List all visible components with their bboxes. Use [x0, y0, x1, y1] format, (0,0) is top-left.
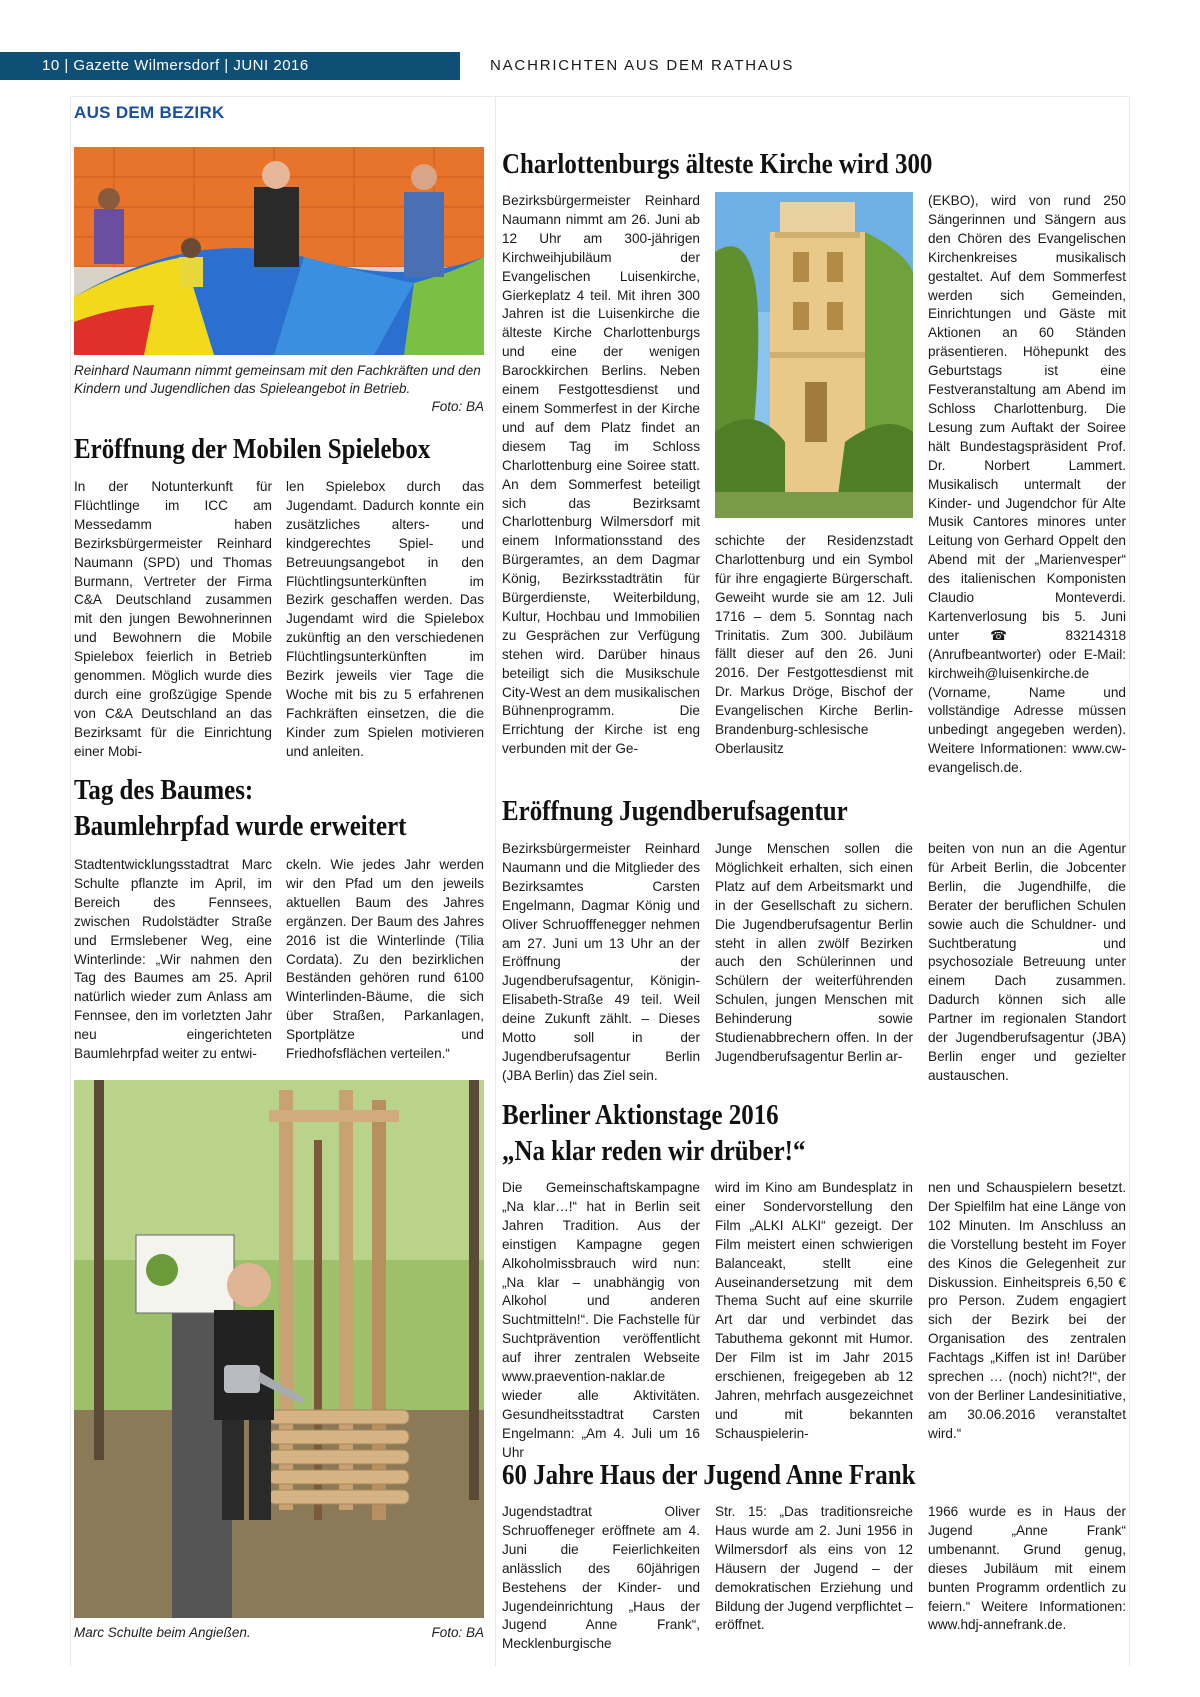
annefrank-col-2: Str. 15: „Das traditionsreiche Haus wurde am 2. Juni 1956 in Wilmersdorf als eins von 12 Häusern der Jugend – der demokratischen Erziehung und Bildung der Jugend verpflichtet – eröffnet. — [715, 1504, 913, 1633]
annefrank-col-1: Jugendstadtrat Oliver Schruoffeneger eröffnete am 4. Juni die Feierlichkeiten anlässlich des 60jährigen Bestehens der Kinder- und Jugendeinrichtung „Haus der Jugend Anne Frank“, Mecklenburgische — [502, 1504, 700, 1652]
jugendberuf-col-1: Bezirksbürgermeister Reinhard Naumann und die Mitglieder des Bezirksamtes Carsten Engelmann, Dagmar König und Oliver Schruofffenegger nehmen am 27. Juni um 13 Uhr an der Eröffnung der Jugendberufsagentur, Königin-Elisabeth-Straße 49 teil. Weil deine Zukunft zählt. – Dieses Motto soll in der Jugendberufsagentur Berlin (JBA Berlin) das Ziel sein. — [502, 841, 700, 1083]
spielebox-photo — [74, 147, 484, 355]
baum-col-1: Stadtentwicklungsstadtrat Marc Schulte pflanzte im April, im Bereich des Fennsees, zwischen Rudolstädter Straße und Ermslebener Weg, eine Winterlinde: „Wir nahmen den Tag des Baumes am 25. April natürlich wieder zum Anlass am Fennsee, den im vorletzten Jahr neu eingerichteten Baumlehrpfad weiter zu entwi- — [74, 857, 272, 1062]
annefrank-col-3: 1966 wurde es in Haus der Jugend „Anne Frank“ umbenannt. Grund genug, dieses Jubiläum mit einem bunten Programm ordentlich zu feiern.“ Weitere Informationen: www.hdj-annefrank.de. — [928, 1504, 1126, 1633]
aktionstage-col-2: wird im Kino am Bundesplatz in einer Sondervorstellung den Film „ALKI ALKI“ gezeigt. Der Film meistert einen schwierigen Balanceakt, stellt eine Auseinandersetzung mit dem Thema Sucht auf eine skurrile Art dar und verbindet das Tabuthema gekonnt mit Humor. Der Film ist im Jahr 2015 erschienen, freigegeben ab 12 Jahren, mehrfach ausgezeichnet und mit bekannten Schauspielerin- — [715, 1180, 913, 1441]
aktionstage-col-3: nen und Schauspielern besetzt. Der Spielfilm hat eine Länge von 102 Minuten. Im Anschluss an die Vorstellung besteht im Foyer des Kinos die Gelegenheit zur Diskussion. Einheitspreis 6,50 € pro Person. Zudem engagiert sich der Bezirk bei der Organisation des zentralen Fachtags „Kiffen ist in! Darüber sprechen … (noch) nicht?!“, der von der Berliner Landesinitiative, am 30.06.2016 veranstaltet wird.“ — [928, 1180, 1126, 1441]
jugendberuf-col-3: beiten von nun an die Agentur für Arbeit Berlin, die Jobcenter Berlin, die Jugendhilfe, die Berater der beruflichen Schulen sowie auch die Schuldner- und Suchtberatung und psychosoziale Betreuung unter einem Dach zusammen. Dadurch können sich alle Partner im regionalen Standort der Jugendberufsagentur (JBA) Berlin enger und gezielter austauschen. — [928, 841, 1126, 1083]
baum-photo-caption: Marc Schulte beim Angießen. — [74, 1625, 251, 1640]
baum-photo — [74, 1080, 484, 1618]
baum-title-line-1: Tag des Baumes: — [74, 774, 254, 806]
aktionstage-col-1: Die Gemeinschaftskampagne „Na klar…!“ hat in Berlin seit Jahren Tradition. Aus der einstigen Kampagne gegen Alkoholmissbrauch wird nun: „Na klar – unabhängig von Alkohol und anderen Suchtmitteln!“. Die Fachstelle für Suchtprävention veröffentlicht auf ihrer zentralen Webseite www.praevention-naklar.de wieder alle Aktivitäten. Gesundheitsstadtrat Carsten Engelmann: „Am 4. Juli um 16 Uhr — [502, 1180, 700, 1460]
kirche-col-2: schichte der Residenzstadt Charlottenburg und ein Symbol für ihre engagierte Bürgerschaft. Geweiht wurde sie am 12. Juli 1716 – dem 5. Sonntag nach Trinitatis. Zum 300. Jubiläum fällt dieser auf den 26. Juni 2016. Der Festgottesdienst mit Dr. Markus Dröge, Bischof der Evangelischen Kirche Berlin-Brandenburg-schlesische Oberlausitz — [715, 533, 913, 756]
aktionstage-title-line-1: Berliner Aktionstage 2016 — [502, 1099, 779, 1131]
spielebox-photo-caption: Reinhard Naumann nimmt gemeinsam mit den Fachkräften und den Kindern und Jugendlichen das Spieleangebot in Betrieb. — [74, 363, 481, 396]
spielebox-col-1: In der Notunterkunft für Flüchtlinge im ICC am Messedamm haben Bezirksbürgermeister Reinhard Naumann (SPD) und Thomas Burmann, Vertreter der Firma C&A Deutschland zusammen mit den jungen Bewohnerinnen und Bewohnern die Mobile Spielebox feierlich in Betrieb genommen. Möglich wurde dies durch eine großzügige Spende von C&A Deutschland an das Bezirksamt für die Einrichtung einer Mobi- — [74, 479, 272, 759]
spielebox-title: Eröffnung der Mobilen Spielebox — [74, 433, 431, 465]
page-header-section: NACHRICHTEN AUS DEM RATHAUS — [490, 57, 795, 74]
kirche-col-1: Bezirksbürgermeister Reinhard Naumann nimmt am 26. Juni ab 12 Uhr am 300-jährigen Kirchweihjubiläum der Evangelischen Luisenkirche, Gierkeplatz 4 teil. Mit ihren 300 Jahren ist die Luisenkirche die älteste Kirche Charlottenburgs und eine der wenigen Barockkirchen Berlins. Neben einem Festgottesdienst und einem Sommerfest in der Kirche und auf dem Platz findet an diesem Tag im Schloss Charlottenburg eine Soiree statt. An dem Sommerfest beteiligt sich das Bezirksamt Charlottenburg Wilmersdorf mit einem Informationsstand des Bürgeramtes, an dem Dagmar König, Bezirksstadträtin für Bürgerdienste, Weiterbildung, Kultur, Hochbau und Immobilien zu Gesprächen zur Verfügung stehen wird. Darüber hinaus beteiligt sich die Musikschule City-West an dem musikalischen Bühnenprogramm. Die Errichtung der Kirche ist eng verbunden mit der Ge- — [502, 193, 700, 757]
aktionstage-title-line-2: „Na klar reden wir drüber!“ — [502, 1135, 806, 1167]
spielebox-photo-credit: Foto: BA — [431, 399, 484, 414]
kirche-photo — [715, 192, 913, 518]
baum-title-line-2: Baumlehrpfad wurde erweitert — [74, 810, 407, 842]
spielebox-col-2: len Spielebox durch das Jugendamt. Dadurch konnte ein zusätzliches alters- und kindgerechtes Spiel- und Betreuungsangebot in den Flüchtlingsunterkünften im Bezirk geschaffen werden. Das Jugendamt wird die Spielebox zukünftig an den verschiedenen Flüchtlingsunterkünften im Bezirk jeweils vier Tage die Woche mit bis zu 5 erfahrenen Fachkräften einsetzen, die die Kinder zum Spielen motivieren und anleiten. — [286, 479, 484, 759]
jugendberuf-title: Eröffnung Jugendberufsagentur — [502, 795, 848, 827]
baum-col-2: ckeln. Wie jedes Jahr werden wir den Pfad um den jeweils aktuellen Baum des Jahres ergänzen. Der Baum des Jahres 2016 ist die Winterlinde (Tilia Cordata). Zu den bezirklichen Beständen gehören rund 6100 Winterlinden-Bäume, die sich über Straßen, Parkanlagen, Sportplätze und Friedhofsflächen verteilen.“ — [286, 857, 484, 1062]
kirche-col-3: (EKBO), wird von rund 250 Sängerinnen und Sängern aus den Chören des Evangelischen Kirchenkreises musikalisch gestaltet. Auf dem Sommerfest werden sich Gemeinden, Einrichtungen und Gäste mit Aktionen an 60 Ständen präsentieren. Höhepunkt des Geburtstags ist eine Festveranstaltung am Abend im Schloss Charlottenburg. Die Lesung zum Auftakt der Soiree hält Bundestagspräsident Prof. Dr. Norbert Lammert. Musikalisch untermalt der Kinder- und Jugendchor für Alte Musik Cantores minores unter Leitung von Gerhard Oppelt den Abend mit der „Marienvesper“ des italienischen Komponisten Claudio Monteverdi. Kartenverlosung bis 5. Juni unter ☎ 83214318 (Anrufbeantworter) oder E-Mail: kirchweih@luisenkirche.de (Vorname, Name und vollständige Adresse müssen unbedingt angegeben werden). Weitere Informationen: www.cw-evangelisch.de. — [928, 193, 1126, 776]
kirche-title: Charlottenburgs älteste Kirche wird 300 — [502, 148, 933, 180]
jugendberuf-col-2: Junge Menschen sollen die Möglichkeit erhalten, sich einen Platz auf dem Arbeitsmarkt und in der Gesellschaft zu sichern. Die Jugendberufsagentur Berlin steht in allen zwölf Bezirken auch den Schülerinnen und Schülern der weiterführenden Schulen, jungen Menschen mit Behinderung sowie Studienabbrechern offen. In der Jugendberufsagentur Berlin ar- — [715, 841, 913, 1064]
page-header-left: 10 | Gazette Wilmersdorf | JUNI 2016 — [0, 52, 460, 80]
baum-photo-credit: Foto: BA — [431, 1625, 484, 1640]
section-label: AUS DEM BEZIRK — [74, 103, 225, 122]
annefrank-title: 60 Jahre Haus der Jugend Anne Frank — [502, 1459, 916, 1491]
